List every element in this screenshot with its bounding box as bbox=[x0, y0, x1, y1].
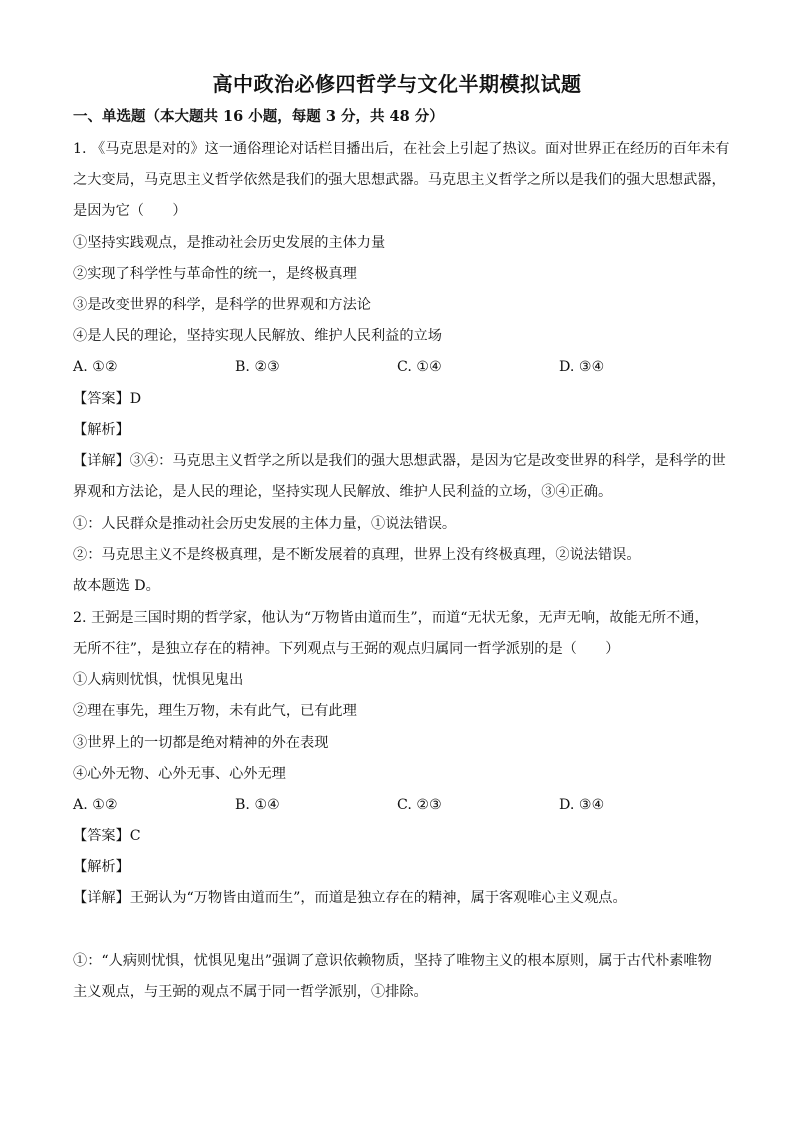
q1-item: ④是人民的理论，坚持实现人民解放、维护人民利益的立场 bbox=[73, 328, 442, 344]
q1-detail-line: ①：人民群众是推动社会历史发展的主体力量，①说法错误。 bbox=[73, 516, 457, 532]
q1-item: ①坚持实践观点，是推动社会历史发展的主体力量 bbox=[73, 235, 386, 251]
q2-item: ④心外无物、心外无事、心外无理 bbox=[73, 766, 286, 782]
q1-stem-line: 是因为它（ ） bbox=[73, 203, 187, 219]
q1-answer: 【答案】D bbox=[73, 391, 142, 407]
q1-item: ②实现了科学性与革命性的统一，是终极真理 bbox=[73, 266, 357, 282]
q1-stem-line: 1. 《马克思是对的》这一通俗理论对话栏目播出后，在社会上引起了热议。面对世界正在经历的百年未有 bbox=[73, 141, 730, 157]
q2-option-d: D. ③④ bbox=[559, 797, 605, 813]
q2-item: ②理在事先，理生万物，未有此气，已有此理 bbox=[73, 703, 357, 719]
q2-detail-line: ①：“人病则忧惧，忧惧见鬼出”强调了意识依赖物质，坚持了唯物主义的根本原则，属于古代朴素唯物 bbox=[73, 953, 712, 969]
q1-option-d: D. ③④ bbox=[559, 359, 605, 375]
page-title: 高中政治必修四哲学与文化半期模拟试题 bbox=[212, 72, 582, 96]
q1-analysis-label: 【解析】 bbox=[73, 422, 130, 438]
q2-option-b: B. ①④ bbox=[235, 797, 280, 813]
q1-detail-line: 【详解】③④：马克思主义哲学之所以是我们的强大思想武器，是因为它是改变世界的科学，是科学的世 bbox=[73, 453, 726, 469]
q1-item: ③是改变世界的科学，是科学的世界观和方法论 bbox=[73, 297, 371, 313]
q2-detail-line: 【详解】王弼认为“万物皆由道而生”，而道是独立存在的精神，属于客观唯心主义观点。 bbox=[73, 890, 627, 906]
q1-option-a: A. ①② bbox=[73, 359, 118, 375]
q2-stem-line: 2. 王弼是三国时期的哲学家，他认为“万物皆由道而生”，而道“无状无象，无声无响，故能无所不通， bbox=[73, 610, 709, 626]
q1-detail-line: 界观和方法论，是人民的理论，坚持实现人民解放、维护人民利益的立场，③④正确。 bbox=[73, 484, 613, 500]
q2-item: ①人病则忧惧，忧惧见鬼出 bbox=[73, 672, 244, 688]
q2-stem-line: 无所不往”，是独立存在的精神。下列观点与王弼的观点归属同一哲学派别的是（ ） bbox=[73, 641, 620, 657]
q2-analysis-label: 【解析】 bbox=[73, 859, 130, 875]
q2-answer: 【答案】C bbox=[73, 828, 141, 844]
q2-option-c: C. ②③ bbox=[397, 797, 442, 813]
q2-detail-line: 主义观点，与王弼的观点不属于同一哲学派别，①排除。 bbox=[73, 984, 428, 1000]
q1-detail-line: 故本题选 D。 bbox=[73, 578, 160, 594]
q2-option-a: A. ①② bbox=[73, 797, 118, 813]
q1-option-c: C. ①④ bbox=[397, 359, 442, 375]
section-heading: 一、单选题（本大题共 16 小题，每题 3 分，共 48 分） bbox=[73, 108, 444, 125]
q2-item: ③世界上的一切都是绝对精神的外在表现 bbox=[73, 735, 329, 751]
q1-stem-line: 之大变局，马克思主义哲学依然是我们的强大思想武器。马克思主义哲学之所以是我们的强大思想武器， bbox=[73, 172, 726, 188]
q1-option-b: B. ②③ bbox=[235, 359, 280, 375]
q1-detail-line: ②：马克思主义不是终极真理，是不断发展着的真理，世界上没有终极真理，②说法错误。 bbox=[73, 547, 641, 563]
